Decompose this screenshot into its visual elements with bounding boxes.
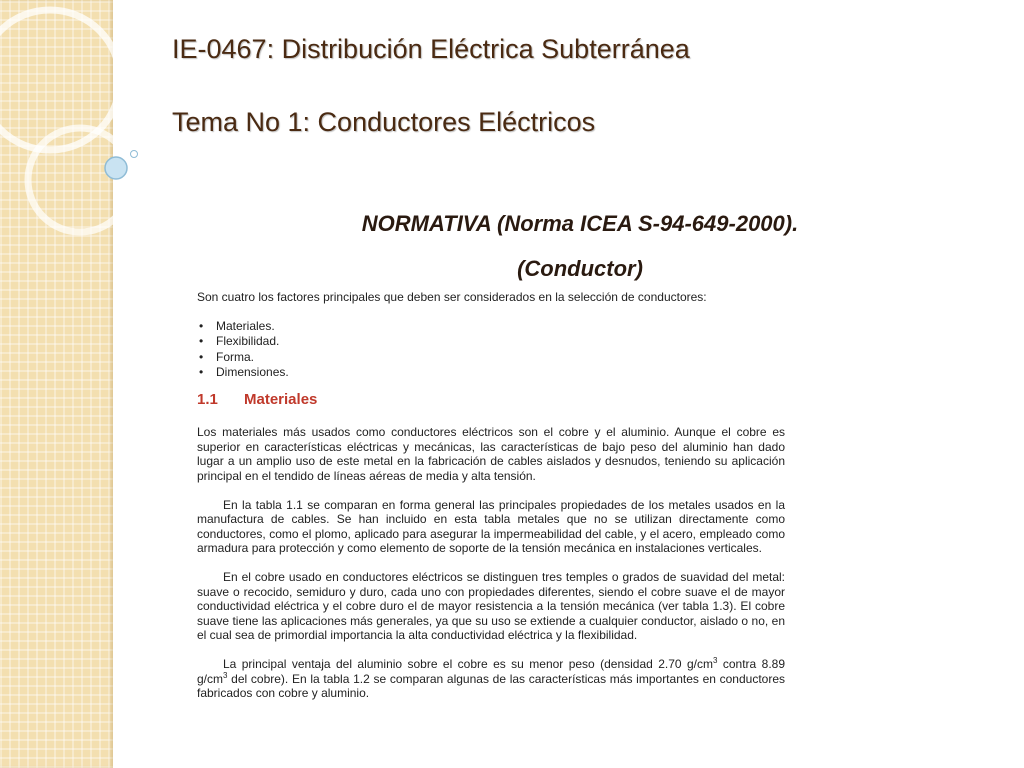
bullet-icon: • [199, 349, 204, 364]
list-item: • Forma. [199, 349, 255, 364]
slide-title-block [172, 34, 690, 138]
course-title: IE-0467: Distribución Eléctrica Subterránea [172, 34, 690, 64]
list-item: • Materiales. [199, 318, 275, 333]
decorative-bubble-blue [105, 157, 127, 179]
topic-title: Tema No 1: Conductores Eléctricos [172, 107, 596, 137]
section-heading [197, 390, 785, 408]
paragraph-materials: Los materiales más usados como conductores eléctricos son el cobre y el aluminio. Aunque el cobre es superior en características eléctricas y mecánicas, las características de bajo peso del aluminio han dado lugar a un amplio uso de este metal en la fabricación de cables aislados y desnudos, teniendo su aplicación principal en el tendido de líneas aéreas de media y alta tensión. [197, 425, 785, 483]
bullet-icon: • [199, 318, 204, 333]
list-item: • Dimensiones. [199, 365, 289, 380]
factors-list [197, 319, 785, 381]
bullet-icon: • [199, 334, 204, 349]
paragraph-aluminum: La principal ventaja del aluminio sobre el cobre es su menor peso (densidad 2.70 $g/cm^3$ contra 8.89 $g/cm^3$ del cobre). En la tabla 1.2 se comparan algunas de las características más importantes en conductores fabricados con cobre y aluminio. [197, 655, 785, 701]
paragraph-copper-tempers: En el cobre usado en conductores eléctricos se distinguen tres temples o grados de suavidad del metal: suave o recocido, semiduro y duro, cada uno con propiedades diferentes, siendo el cobre suave el de mayor conductividad eléctrica y el cobre duro el de mayor resistencia a la tensión mecánica (ver tabla 1.3). El cobre suave tiene las aplicaciones más generales, ya que su uso se extiende a cualquier conductor, aislado o no, en el cual sea de primordial importancia la alta conductividad eléctrica y la flexibilidad. [197, 569, 785, 643]
bullet-icon: • [199, 365, 204, 380]
section-title: Materiales [244, 390, 318, 408]
decorative-circles-graphic [0, 0, 160, 260]
conductor-subtitle: (Conductor) [517, 256, 643, 281]
document-excerpt [197, 290, 785, 701]
section-number: 1.1 [197, 390, 218, 408]
norm-subtitle: NORMATIVA (Norma ICEA S-94-649-2000). [361, 211, 799, 236]
decorative-bubble-small [131, 151, 138, 158]
intro-text: Son cuatro los factores principales que deben ser considerados en la selección de conductores: [197, 290, 707, 304]
paragraph-table-1-1: En la tabla 1.1 se comparan en forma general las principales propiedades de los metales usados en la manufactura de cables. Se han incluido en esta tabla metales que no se utilizan directamente como conductores, como el plomo, aplicado para asegurar la impermeabilidad del cable, y el acero, empleado como armadura para protección y como elemento de soporte de la tensión mecánica en instalaciones verticales. [197, 497, 785, 556]
list-item: • Flexibilidad. [199, 334, 280, 349]
